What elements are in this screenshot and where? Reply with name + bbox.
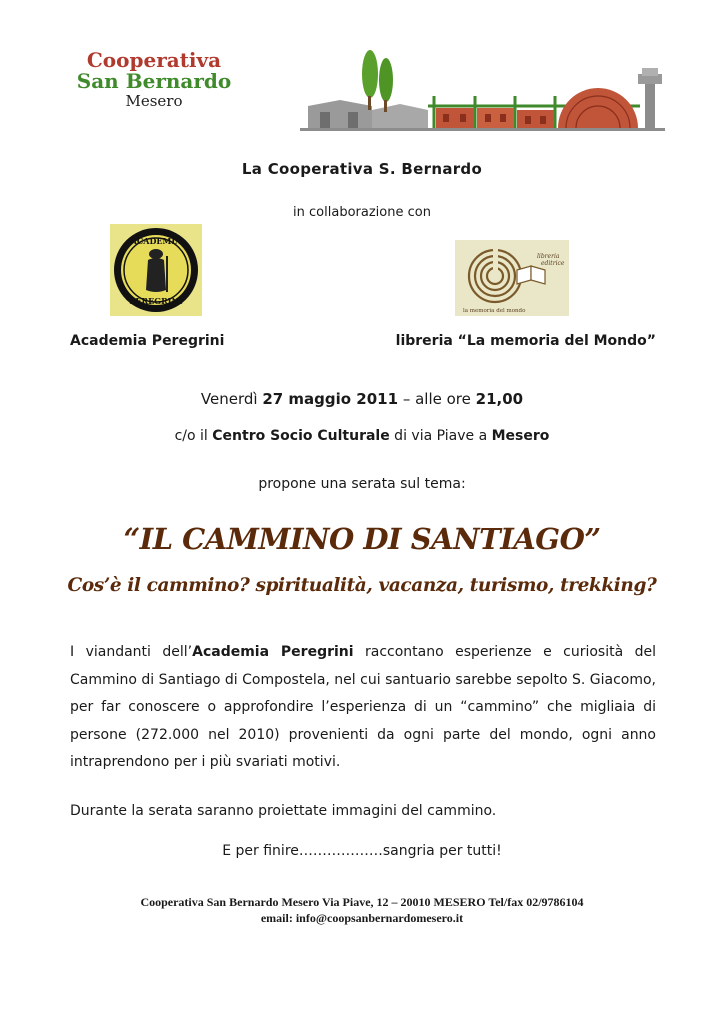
logo-line-mesero: Mesero bbox=[125, 92, 183, 110]
academia-peregrini-name: Academia Peregrini bbox=[70, 333, 225, 349]
event-description bbox=[70, 639, 656, 777]
screening-note: Durante la serata saranno proiettate immagini del cammino. bbox=[70, 803, 497, 819]
date-mid: – alle ore bbox=[398, 390, 476, 408]
closing-line bbox=[0, 843, 724, 859]
logo-line-san-bernardo: San Bernardo bbox=[76, 69, 232, 93]
event-date-line bbox=[0, 390, 724, 408]
libreria-memoria-del-mondo-logo bbox=[455, 240, 569, 316]
libreria-name: libreria “La memoria del Mondo” bbox=[395, 333, 656, 349]
academia-peregrini-logo bbox=[110, 224, 202, 316]
event-venue-line bbox=[0, 428, 724, 444]
event-date: 27 maggio 2011 bbox=[262, 390, 399, 408]
event-title: “IL CAMMINO DI SANTIAGO” bbox=[123, 522, 601, 556]
footer-address: Cooperativa San Bernardo Mesero Via Piave, 12 – 20010 MESERO Tel/fax 02/9786104 bbox=[140, 895, 584, 909]
closing-text: sangria per tutti! bbox=[382, 843, 502, 859]
brick-dome bbox=[558, 88, 638, 128]
gray-building-right bbox=[372, 104, 428, 128]
event-time: 21,00 bbox=[475, 390, 524, 408]
brick-buildings bbox=[436, 108, 554, 128]
venue-name: Centro Socio Culturale bbox=[212, 428, 390, 444]
gray-building-left bbox=[308, 100, 372, 128]
date-prefix: Venerdì bbox=[200, 390, 263, 408]
cypress-tree-2 bbox=[379, 58, 393, 102]
venue-prefix: c/o il bbox=[174, 428, 213, 444]
description-text: raccontano esperienze e curiosità del Cammino di Santiago di Compostela, nel cui santuario sarebbe sepolto S. Giacomo, per far conoscere o approfondire l’esperienza di un “cammino” che migliaia di persone (272.000 nel 2010) provenienti da ogni parte del mondo, ogni anno intraprendono per i più svariati motivi. bbox=[70, 644, 657, 770]
cooperativa-logo bbox=[74, 50, 234, 110]
editrice-logo-word: editrice bbox=[541, 260, 565, 267]
closing-prefix: E per finire bbox=[222, 843, 299, 859]
description-prefix: I viandanti dell’ bbox=[70, 644, 193, 660]
cypress-tree-1 bbox=[362, 50, 378, 98]
event-subtitle: Cos’è il cammino? spiritualità, vacanza, turismo, trekking? bbox=[67, 575, 657, 596]
venue-town: Mesero bbox=[491, 428, 550, 444]
village-skyline-illustration bbox=[300, 44, 665, 134]
academia-logo-text-bottom: PEREGRINI bbox=[129, 296, 183, 306]
collaboration-line: in collaborazione con bbox=[293, 205, 431, 220]
footer-email: email: info@coopsanbernardomesero.it bbox=[260, 911, 464, 925]
logo-line-cooperativa: Cooperativa bbox=[86, 48, 222, 72]
gray-tower bbox=[638, 68, 662, 128]
academia-logo-text-top: ACADEMIA bbox=[130, 236, 182, 246]
proposes-line: propone una serata sul tema: bbox=[258, 476, 466, 492]
header-rule bbox=[300, 128, 665, 131]
venue-mid: di via Piave a bbox=[389, 428, 492, 444]
libreria-logo-word: libreria bbox=[537, 253, 560, 260]
closing-dots: ……………… bbox=[298, 843, 383, 859]
organizer-line: La Cooperativa S. Bernardo bbox=[241, 160, 483, 178]
description-academia-name: Academia Peregrini bbox=[192, 644, 354, 660]
libreria-logo-arc-text: la memoria del mondo bbox=[463, 308, 526, 314]
